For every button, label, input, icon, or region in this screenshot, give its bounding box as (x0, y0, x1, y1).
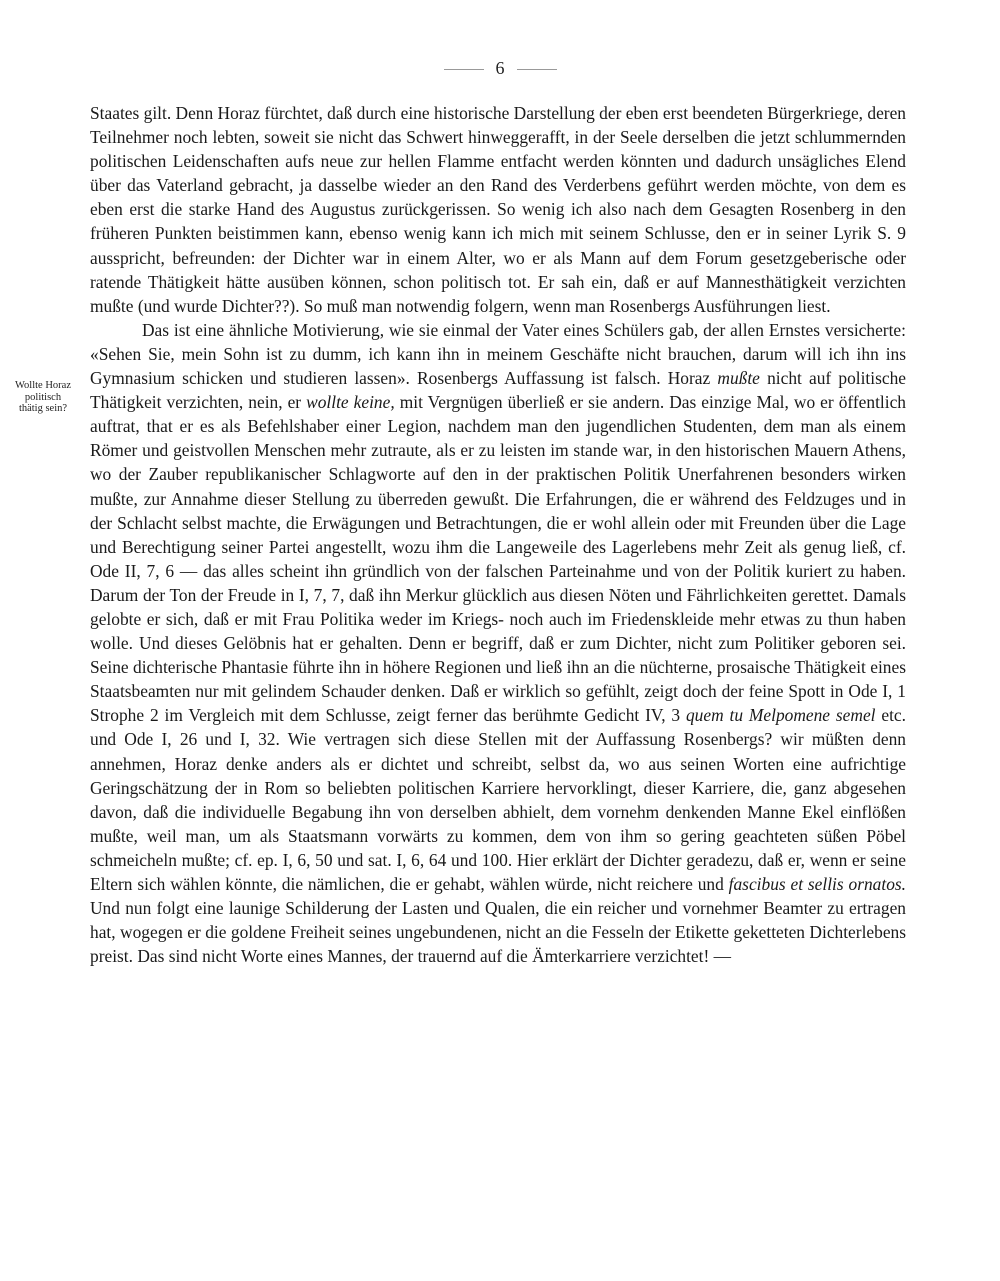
paragraph-1-text: Staates gilt. Denn Horaz fürchtet, daß durch eine historische Darstellung der eben erst beendeten Bürgerkriege, deren Teilnehmer noch lebten, soweit sie nicht das Schwert hinweggerafft, in der Seele derselben die jetzt schlummernden politischen Leidenschaften aufs neue zur hellen Flamme entfacht werden könnten und dadurch unsägliches Elend über das Vaterland gebracht, ja dasselbe wieder an den Rand des Verderbens geführt werden möchte, von dem es eben erst die starke Hand des Augustus zurückgerissen. So wenig ich also nach dem Gesagten Rosenberg in den früheren Punkten beistimmen kann, ebenso wenig kann ich mich mit seinem Schlusse, den er in seiner Lyrik S. 9 ausspricht, befreunden: der Dichter war in einem Alter, wo er als Mann auf dem Forum gesetzgeberische oder ratende Thätigkeit hätte ausüben können, schon politisch tot. Er sah ein, daß er auf Mannesthätigkeit verzichten mußte (und wurde Dichter??). So muß man notwendig folgern, wenn man Rosenbergs Ausführungen liest. (90, 103, 906, 316)
paragraph-1 (90, 101, 906, 318)
margin-note (3, 380, 83, 415)
paragraph-2-part-e: Und nun folgt eine launige Schilderung der Lasten und Qualen, die ein reicher und vornehmer Beamter zu ertragen hat, wogegen er die goldene Freiheit seines ungebundenen, nicht an die Fesseln der Etikette geketteten Dichterlebens preist. Das sind nicht Worte eines Mannes, der trauernd auf die Ämterkarriere verzichtet! — (90, 898, 906, 967)
emphasis-quem-tu-melpomene: quem tu Melpomene semel (685, 705, 876, 726)
body-text (90, 101, 906, 968)
margin-note-line-1: Wollte Horaz (14, 380, 71, 391)
page-number-dash-right (517, 69, 557, 70)
paragraph-2-part-a: Das ist eine ähnliche Motivierung, wie sie einmal der Vater eines Schülers gab, der allen Ernstes versicherte: «Sehen Sie, mein Sohn ist zu dumm, ich kann ihn in meinem Geschäfte nicht brauchen, darum will ich ihn ins Gymnasium schicken und studieren lassen». Rosenbergs Auffassung ist falsch. Horaz (90, 319, 906, 389)
paragraph-2-part-b: nicht auf politische Thätigkeit verzichten, nein, er (90, 368, 906, 413)
emphasis-wollte-keine: wollte keine, (306, 392, 395, 413)
page-number (0, 58, 1000, 79)
paragraph-2-part-d: etc. und Ode I, 26 und I, 32. Wie vertragen sich diese Stellen mit der Auffassung Rosenbergs? wir müßten denn annehmen, Horaz denke anders als er dichtet und schreibt, selbst da, wo aus seinen Worten eine aufrichtige Geringschätzung der in Rom so beliebten politischen Karriere hervorklingt, dieser Karriere, die, ganz abgesehen davon, daß die individuelle Begabung ihn von derselben abhielt, dem vornehm denkenden Manne Ekel einflößen mußte, weil man, um als Staatsmann vorwärts zu kommen, dem von ihm so gering geachteten süßen Pöbel schmeicheln mußte; cf. ep. I, 6, 50 und sat. I, 6, 64 und 100. Hier erklärt der Dichter geradezu, daß er, wenn er seine Eltern sich wählen könnte, die nämlichen, die er gehabt, wählen würde, nicht reichere und (90, 705, 906, 894)
margin-note-line-3: thätig sein? (18, 403, 68, 414)
emphasis-musste: mußte (717, 368, 760, 389)
paragraph-2 (90, 318, 906, 969)
page-number-dash-left (444, 69, 484, 70)
paragraph-2-part-c: mit Vergnügen überließ er sie andern. Das einzige Mal, wo er öffentlich auftrat, that er es als Befehlshaber einer Legion, nachdem man den jugendlichen Studenten, dem man als einem Römer und geistvollen Menschen mehr zutraute, als er zu leisten im stande war, in den historischen Mauern Athens, wo der Zauber republikanischer Schlagworte auf den in der praktischen Politik Unerfahrenen besonders wirken mußte, zur Annahme dieser Stellung zu überreden gewußt. Die Erfahrungen, die er während des Feldzuges und in der Schlacht selbst machte, die Erwägungen und Betrachtungen, die er wohl allein oder mit Freunden über die Lage und Berechtigung seiner Partei angestellt, wozu ihm die Langeweile des Lagerlebens mehr Zeit als genug ließ, cf. Ode II, 7, 6 — das alles scheint ihn gründlich von der falschen Parteinahme und von der Politik kuriert zu haben. Darum der Ton der Freude in I, 7, 7, daß ihn Merkur glücklich aus diesen Nöten und Fährlichkeiten gerettet. Damals gelobte er sich, daß er mit Frau Politika weder im Kriegs- noch auch im Friedenskleide mehr etwas zu thun haben wolle. Und dieses Gelöbnis hat er gehalten. Denn er begriff, daß er zum Dichter, nicht zum Politiker geboren sei. Seine dichterische Phantasie führte ihn in höhere Regionen und ließ ihn an die nüchterne, prosaische Thätigkeit eines Staatsbeamten nur mit gelindem Schauder denken. Daß er wirklich so gefühlt, zeigt doch der feine Spott in Ode I, 1 Strophe 2 im Vergleich mit dem Schlusse, zeigt ferner das berühmte Gedicht IV, 3 (90, 392, 906, 726)
margin-note-line-2: politisch (24, 391, 62, 403)
emphasis-fascibus: fascibus et sellis ornatos. (728, 874, 907, 894)
page-number-value: 6 (495, 58, 505, 78)
